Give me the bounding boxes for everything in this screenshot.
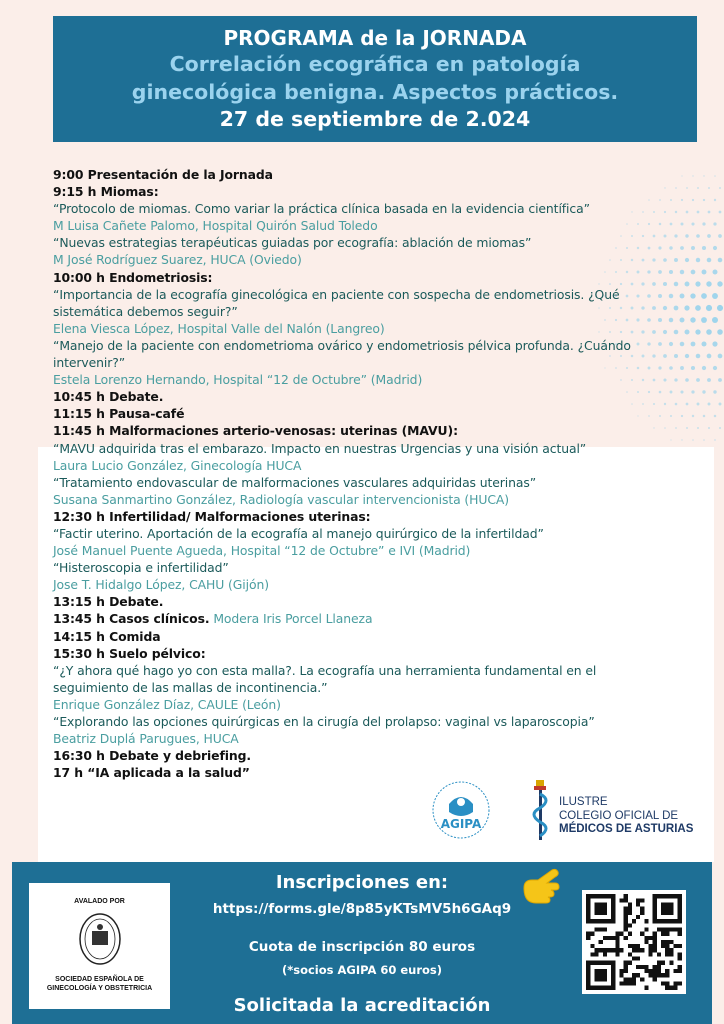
speaker-name: José Manuel Puente Agueda, Hospital “12 de Octubre” e IVI (Madrid)	[53, 543, 471, 559]
talk-title: sistemática debemos seguir?”	[53, 303, 238, 319]
talk-title: “Manejo de la paciente con endometrioma ovárico y endometriosis pélvica profunda. ¿Cuándo	[53, 337, 631, 353]
subject-line-2: ginecológica benigna. Aspectos prácticos.	[131, 80, 619, 104]
sego-endorsement	[29, 883, 170, 1009]
speaker-name: Susana Sanmartino González, Radiología vascular intervencionista (HUCA)	[53, 491, 510, 507]
footer-banner	[12, 862, 712, 1024]
program-heading: 17 h “IA aplicada a la salud”	[53, 765, 250, 781]
program-heading: 13:45 h Casos clínicos.	[53, 611, 210, 627]
speaker-name: Enrique González Díaz, CAULE (León)	[53, 696, 281, 712]
pointing-hand-icon	[520, 866, 562, 906]
talk-title: “Factir uterino. Aportación de la ecografía al manejo quirúrgico de la infertildad”	[53, 525, 544, 541]
accreditation-text: Solicitada la acreditación	[233, 995, 491, 1016]
talk-title: seguimiento de las mallas de incontinencia.”	[53, 679, 328, 695]
subject-line-1: Correlación ecográfica en patología	[169, 52, 581, 76]
fee-text: Cuota de inscripción 80 euros	[248, 939, 476, 955]
talk-title: “Histeroscopia e infertilidad”	[53, 560, 229, 576]
inscripciones-label: Inscripciones en:	[275, 872, 449, 893]
talk-title: “MAVU adquirida tras el embarazo. Impacto en nuestras Urgencias y una visión actual”	[53, 440, 587, 456]
colegio-line-2: COLEGIO OFICIAL DE	[559, 809, 679, 822]
program-heading: 13:15 h Debate.	[53, 594, 164, 610]
program-heading: 9:15 h Miomas:	[53, 184, 159, 200]
sego-name-2: GINECOLOGÍA Y OBSTETRICIA	[46, 985, 153, 992]
speaker-name: Jose T. Hidalgo López, CAHU (Gijón)	[53, 577, 269, 593]
sego-seal	[75, 911, 125, 967]
program-heading: 14:15 h Comida	[53, 628, 161, 644]
logos-area	[425, 778, 705, 848]
sego-name-1: SOCIEDAD ESPAÑOLA DE	[55, 976, 144, 983]
qr-code[interactable]	[582, 890, 686, 994]
colegio-emblem-icon	[529, 780, 555, 842]
talk-title: “Tratamiento endovascular de malformaciones vasculares adquiridas uterinas”	[53, 474, 537, 490]
member-fee-text: (*socios AGIPA 60 euros)	[281, 963, 443, 977]
program-heading: 16:30 h Debate y debriefing.	[53, 748, 251, 764]
program-title: PROGRAMA de la JORNADA	[223, 26, 527, 50]
colegio-line-1: ILUSTRE	[559, 796, 608, 808]
agipa-logo	[425, 778, 497, 842]
speaker-name: M José Rodríguez Suarez, HUCA (Oviedo)	[53, 252, 302, 268]
program-heading: 11:45 h Malformaciones arterio-venosas: uterinas (MAVU):	[53, 423, 458, 439]
event-date: 27 de septiembre de 2.024	[219, 107, 531, 131]
talk-title: “Protocolo de miomas. Como variar la práctica clínica basada en la evidencia científica”	[53, 201, 590, 217]
moderator-name: Modera Iris Porcel Llaneza	[213, 611, 373, 627]
talk-title: “Explorando las opciones quirúrgicas en la cirugía del prolapso: vaginal vs laparoscopia”	[53, 714, 595, 729]
speaker-name: Beatriz Duplá Parugues, HUCA	[53, 731, 239, 747]
talk-title: “Importancia de la ecografía ginecológica en paciente con sospecha de endometriosis. ¿Qué	[53, 286, 620, 302]
agipa-label: AGIPA	[440, 817, 482, 831]
registration-link[interactable]: https://forms.gle/8p85yKTsMV5h6GAq9	[212, 901, 512, 917]
talk-title: “¿Y ahora qué hago yo con esta malla?. La ecografía una herramienta fundamental en el	[53, 662, 597, 678]
talk-title: intervenir?”	[53, 355, 126, 371]
program-heading: 11:15 h Pausa-café	[53, 406, 185, 422]
talk-title: “Nuevas estrategias terapéuticas guiadas por ecografía: ablación de miomas”	[53, 235, 532, 251]
speaker-name: Elena Viesca López, Hospital Valle del Nalón (Langreo)	[53, 320, 385, 336]
speaker-name: Laura Lucio González, Ginecología HUCA	[53, 457, 302, 473]
program-heading: 15:30 h Suelo pélvico:	[53, 645, 206, 661]
colegio-logo	[529, 780, 709, 840]
avalado-label: AVALADO POR	[74, 898, 125, 905]
speaker-name: M Luisa Cañete Palomo, Hospital Quirón Salud Toledo	[53, 218, 378, 234]
speaker-name: Estela Lorenzo Hernando, Hospital “12 de Octubre” (Madrid)	[53, 372, 423, 388]
program-list	[53, 166, 673, 781]
program-heading: 10:45 h Debate.	[53, 389, 164, 405]
registration-info	[192, 862, 532, 1016]
header-banner	[53, 16, 697, 142]
program-heading: 12:30 h Infertilidad/ Malformaciones uterinas:	[53, 508, 371, 524]
program-heading: 10:00 h Endometriosis:	[53, 269, 213, 285]
program-heading: 9:00 Presentación de la Jornada	[53, 167, 273, 182]
colegio-line-3: MÉDICOS DE ASTURIAS	[559, 823, 694, 835]
program-line	[53, 610, 673, 627]
